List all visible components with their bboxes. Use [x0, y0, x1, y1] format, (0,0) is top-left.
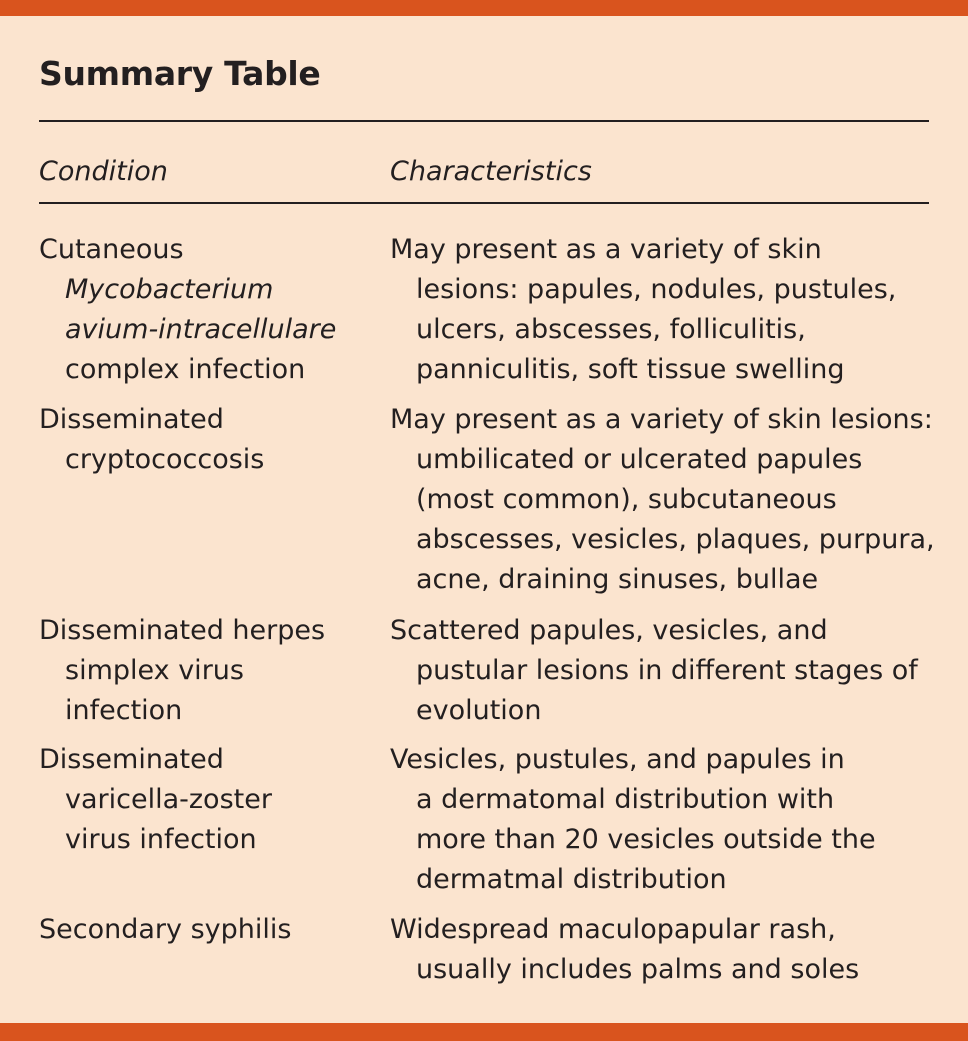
characteristics-line: ulcers, abscesses, folliculitis,: [416, 314, 806, 345]
condition-line: complex infection: [65, 354, 306, 385]
condition-cell: [39, 230, 379, 390]
characteristics-cell: [390, 400, 950, 600]
characteristics-line: Vesicles, pustules, and papules in: [390, 744, 845, 775]
characteristics-line: pustular lesions in different stages of: [416, 655, 918, 686]
condition-line: simplex virus: [65, 655, 244, 686]
characteristics-line: panniculitis, soft tissue swelling: [416, 354, 845, 385]
condition-line: Mycobacterium: [65, 274, 274, 305]
condition-line: Cutaneous: [39, 234, 184, 265]
table-title: Summary Table: [39, 54, 321, 93]
characteristics-cell: [390, 740, 950, 900]
condition-line: Disseminated: [39, 404, 224, 435]
condition-line: cryptococcosis: [65, 444, 265, 475]
characteristics-line: dermatmal distribution: [416, 864, 727, 895]
characteristics-line: May present as a variety of skin lesions:: [390, 404, 933, 435]
column-header-characteristics: Characteristics: [390, 156, 592, 187]
characteristics-line: acne, draining sinuses, bullae: [416, 564, 819, 595]
characteristics-line: usually includes palms and soles: [416, 954, 860, 985]
column-header-condition: Condition: [39, 156, 168, 187]
characteristics-line: more than 20 vesicles outside the: [416, 824, 876, 855]
characteristics-line: evolution: [416, 695, 542, 726]
characteristics-cell: [390, 230, 950, 390]
condition-line: infection: [65, 695, 183, 726]
characteristics-line: Scattered papules, vesicles, and: [390, 615, 828, 646]
characteristics-line: (most common), subcutaneous: [416, 484, 837, 515]
condition-line: Disseminated herpes: [39, 615, 326, 646]
characteristics-cell: [390, 910, 950, 990]
condition-line: virus infection: [65, 824, 257, 855]
condition-line: avium-intracellulare: [65, 314, 337, 345]
characteristics-cell: [390, 611, 950, 731]
bottom-accent-bar: [0, 1023, 968, 1041]
characteristics-line: May present as a variety of skin: [390, 234, 822, 265]
characteristics-line: a dermatomal distribution with: [416, 784, 835, 815]
condition-line: varicella-zoster: [65, 784, 272, 815]
title-divider: [39, 120, 929, 122]
top-accent-bar: [0, 0, 968, 16]
condition-cell: [39, 611, 379, 731]
condition-cell: [39, 400, 379, 480]
condition-cell: [39, 740, 379, 860]
characteristics-line: umbilicated or ulcerated papules: [416, 444, 863, 475]
characteristics-line: lesions: papules, nodules, pustules,: [416, 274, 897, 305]
header-divider: [39, 202, 929, 204]
characteristics-line: Widespread maculopapular rash,: [390, 914, 836, 945]
condition-line: Disseminated: [39, 744, 224, 775]
condition-cell: [39, 910, 379, 950]
condition-line: Secondary syphilis: [39, 914, 292, 945]
characteristics-line: abscesses, vesicles, plaques, purpura,: [416, 524, 935, 555]
